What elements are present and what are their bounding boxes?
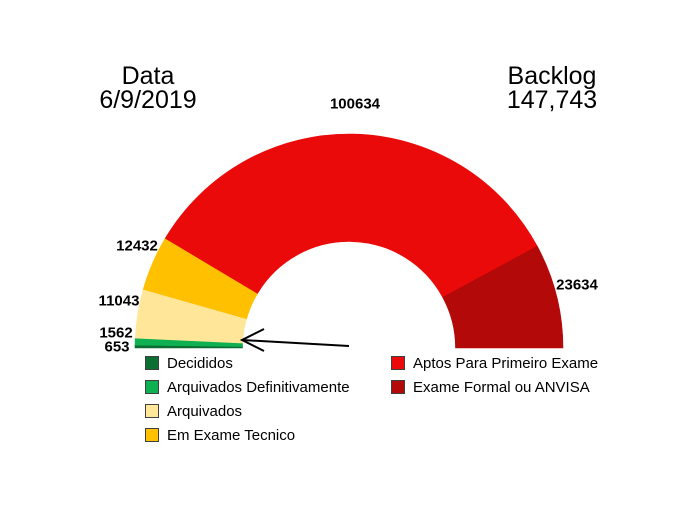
value-label-em-exame-tecnico: 12432 (116, 237, 158, 255)
legend-item-aptos-para-primeiro-exame (391, 351, 598, 375)
value-label-arquivados: 11043 (98, 292, 140, 310)
arrow-icon (242, 329, 349, 351)
backlog-value: 147,743 (506, 86, 598, 114)
value-label-arquivados-definitivamente: 1562 (99, 324, 133, 342)
legend-label-exame-formal-ou-anvisa: Exame Formal ou ANVISA (413, 378, 590, 396)
legend-swatch-exame-formal-ou-anvisa (391, 380, 405, 394)
value-label-decididos: 653 (104, 338, 130, 356)
value-label-aptos-para-primeiro-exame: 100634 (329, 95, 381, 113)
legend-swatch-em-exame-tecnico (145, 428, 159, 442)
legend-item-arquivados (145, 399, 350, 423)
legend-label-decididos: Decididos (167, 354, 233, 372)
legend-item-exame-formal-ou-anvisa (391, 375, 598, 399)
legend-left-column (145, 351, 350, 447)
value-label-exame-formal-ou-anvisa: 23634 (556, 276, 598, 294)
legend-label-arquivados-definitivamente: Arquivados Definitivamente (167, 378, 350, 396)
backlog-label: Backlog (507, 62, 597, 90)
legend-label-aptos-para-primeiro-exame: Aptos Para Primeiro Exame (413, 354, 599, 372)
legend-swatch-arquivados (145, 404, 159, 418)
legend-item-em-exame-tecnico (145, 423, 350, 447)
legend-right-column (391, 351, 598, 399)
legend-swatch-aptos-para-primeiro-exame (391, 356, 405, 370)
legend-swatch-decididos (145, 356, 159, 370)
legend-swatch-arquivados-definitivamente (145, 380, 159, 394)
legend-label-em-exame-tecnico: Em Exame Tecnico (167, 426, 296, 444)
legend-label-arquivados: Arquivados (167, 402, 243, 420)
legend-item-arquivados-definitivamente (145, 375, 350, 399)
date-label: Data (121, 62, 175, 90)
gauge-wedges (135, 134, 563, 348)
date-value: 6/9/2019 (99, 86, 197, 114)
legend-item-decididos (145, 351, 350, 375)
